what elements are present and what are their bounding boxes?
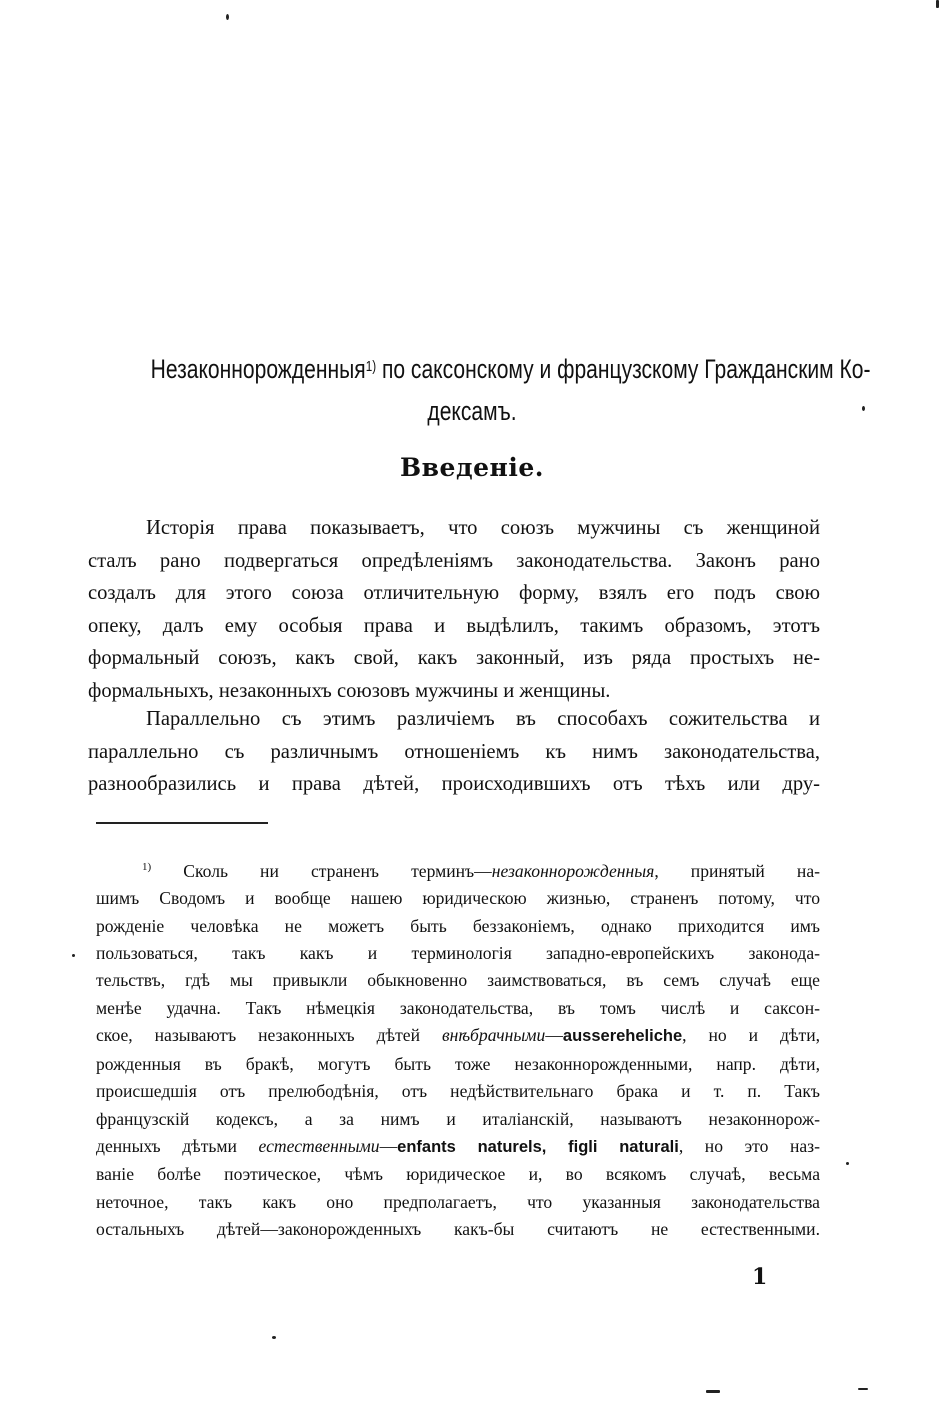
footnote-line: французскій кодексъ, а за нимъ и италіанскій, называютъ незаконнорож- bbox=[96, 1108, 820, 1129]
footnote-line: денныхъ дѣтьми естественными—enfants naturels, figli naturali, но это наз- bbox=[96, 1135, 820, 1156]
paragraph-1 bbox=[88, 512, 820, 708]
paragraph-line: сталъ рано подвергаться опредѣленіямъ законодательства. Законъ рано bbox=[88, 549, 820, 572]
paragraph-2 bbox=[88, 703, 820, 801]
scan-speck bbox=[846, 1162, 849, 1165]
chapter-title bbox=[150, 348, 871, 432]
scan-speck bbox=[72, 954, 75, 957]
paragraph-line: формальный союзъ, какъ свой, какъ законный, изъ ряда простыхъ не- bbox=[88, 647, 820, 670]
scan-speck bbox=[858, 1388, 868, 1390]
paragraph-line: разнообразились и права дѣтей, происходившихъ отъ тѣхъ или дру- bbox=[88, 773, 820, 796]
chapter-title-line-1: Незаконнорожденныя$^{1)}$ по саксонскому и французскому Гражданским Ко- bbox=[150, 354, 871, 384]
footnote-line: происшедшія отъ прелюбодѣнія, отъ недѣйствительнаго брака и т. п. Такъ bbox=[96, 1081, 820, 1102]
footnote-line: шимъ Сводомъ и вообще нашею юридическою жизнью, страненъ потому, что bbox=[96, 888, 820, 909]
chapter-title-line-2: дексамъ. bbox=[427, 396, 517, 426]
scan-speck bbox=[936, 0, 939, 8]
paragraph-line: создалъ для этого союза отличительную форму, взялъ его подъ свою bbox=[88, 582, 820, 605]
scan-speck bbox=[862, 406, 865, 411]
footnote-line: менѣе удачна. Такъ нѣмецкія законодательства, въ томъ числѣ и саксон- bbox=[96, 997, 820, 1018]
scan-speck bbox=[226, 14, 229, 20]
footnote-mark: 1) bbox=[142, 861, 152, 873]
footnote-line: ваніе болѣе поэтическое, чѣмъ юридическое и, во всякомъ случаѣ, весьма bbox=[96, 1164, 820, 1185]
footnote-line: ское, называютъ незаконныхъ дѣтей внѣбрачными—aussereheliche, но и дѣти, bbox=[96, 1025, 821, 1046]
paragraph-line: опеку, далъ ему особыя права и выдѣлилъ, такимъ образомъ, этотъ bbox=[88, 614, 820, 637]
footnote-line: рожденіе человѣка не можетъ быть беззаконіемъ, однако приходится имъ bbox=[96, 915, 820, 936]
footnote-line: $^{1)}$ Сколь ни страненъ терминъ—незаконнорожденныя, принятый на- bbox=[142, 860, 820, 881]
scan-speck bbox=[706, 1390, 720, 1393]
paragraph-line: Параллельно съ этимъ различіемъ въ способахъ сожительства и bbox=[146, 708, 820, 730]
footnote-line: пользоваться, такъ какъ и терминологія западно-европейскихъ законода- bbox=[96, 943, 820, 964]
footnote-line: рожденныя въ бракѣ, могутъ быть тоже незаконнорожденными, напр. дѣти, bbox=[96, 1053, 820, 1074]
scan-speck bbox=[272, 1336, 276, 1339]
title-footnote-mark: 1) bbox=[365, 358, 377, 375]
footnote-line: неточное, такъ какъ оно предполагаетъ, что указанныя законодательства bbox=[96, 1191, 820, 1212]
page-number: 1 bbox=[752, 1264, 768, 1290]
footnote-line: остальныхъ дѣтей—законорожденныхъ какъ-бы считаютъ не естественными. bbox=[96, 1219, 820, 1240]
section-heading: Введеніе. bbox=[400, 453, 544, 482]
footnote-line: тельствъ, гдѣ мы привыкли обыкновенно заимствоваться, въ семъ случаѣ еще bbox=[96, 970, 820, 991]
paragraph-line: Исторія права показываетъ, что союзъ мужчины съ женщиной bbox=[146, 517, 820, 539]
paragraph-line: параллельно съ различнымъ отношеніемъ къ нимъ законодательства, bbox=[88, 740, 820, 763]
footnote-1 bbox=[96, 854, 820, 1244]
paragraph-line: формальныхъ, незаконныхъ союзовъ мужчины и женщины. bbox=[88, 679, 611, 702]
footnote-separator bbox=[96, 822, 268, 824]
